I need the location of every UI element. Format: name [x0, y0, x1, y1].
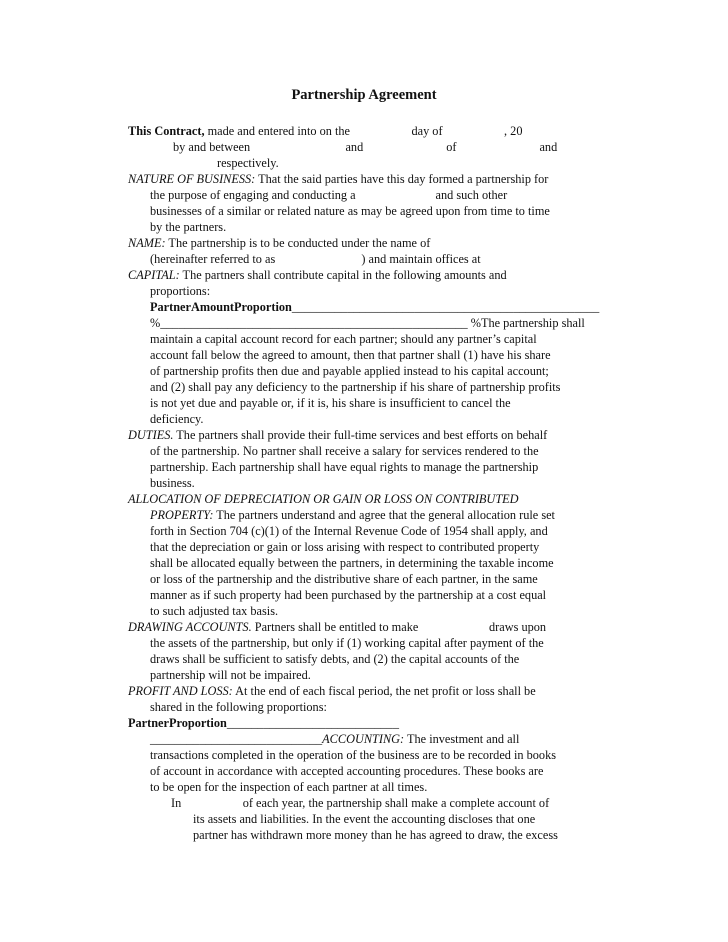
- duties-line-4: business.: [150, 476, 195, 490]
- duties-line-1: [128, 427, 547, 443]
- allocation-heading-1: ALLOCATION OF DEPRECIATION OR GAIN OR LOSS ON CONTRIBUTED: [128, 492, 519, 506]
- accounting-rule: ____________________________: [150, 732, 323, 746]
- profit-text-1: At the end of each fiscal period, the net profit or loss shall be: [232, 684, 536, 698]
- allocation-heading-2: PROPERTY:: [150, 508, 214, 522]
- duties-line-3: partnership. Each partnership shall have equal rights to manage the partnership: [150, 460, 539, 474]
- capital-line-5: account fall below the agreed to amount, then that partner shall (1) have his share: [150, 348, 551, 362]
- nature-line-3: businesses of a similar or related nature as may be agreed upon from time to time: [150, 204, 550, 218]
- capital-table-header: [150, 299, 599, 315]
- accounting-line-2: transactions completed in the operation of the business are to be recorded in books: [150, 748, 557, 762]
- document-title: Partnership Agreement: [291, 87, 437, 103]
- name-text-1: The partnership is to be conducted under the name of: [165, 236, 431, 250]
- capital-header-rule: __________________________________________________: [291, 300, 600, 314]
- name-line-1: [128, 235, 430, 251]
- profit-header-rule: ____________________________: [226, 716, 399, 730]
- accounting-line-4: to be open for the inspection of each partner at all times.: [150, 780, 428, 794]
- drawing-line-4: partnership will not be impaired.: [150, 668, 311, 682]
- capital-line-3: %__________________________________________________ %The partnership shall: [150, 316, 585, 330]
- allocation-text-1: The partners understand and agree that the general allocation rule set: [213, 508, 555, 522]
- capital-line-7: and (2) shall pay any deficiency to the partnership if his share of partnership profits: [150, 380, 561, 394]
- intro-line-2: by and between and of and: [173, 140, 558, 154]
- capital-line-6: of partnership profits then due and payable applied instead to his capital account;: [150, 364, 549, 378]
- nature-heading: NATURE OF BUSINESS:: [128, 172, 256, 186]
- intro-line-1: [128, 123, 522, 139]
- nature-line-2: the purpose of engaging and conducting a and such other: [150, 188, 508, 202]
- accounting-line-5: In of each year, the partnership shall make a complete account of: [171, 796, 550, 810]
- accounting-heading: ACCOUNTING:: [322, 732, 405, 746]
- capital-line-8: is not yet due and payable or, if it is, his share is insufficient to cancel the: [150, 396, 511, 410]
- accounting-line-6: its assets and liabilities. In the event the accounting discloses that one: [193, 812, 536, 826]
- profit-header-label: PartnerProportion: [128, 716, 227, 730]
- capital-line-9: deficiency.: [150, 412, 204, 426]
- accounting-text-1: The investment and all: [404, 732, 520, 746]
- duties-line-2: of the partnership. No partner shall receive a salary for services rendered to the: [150, 444, 539, 458]
- duties-text-1: The partners shall provide their full-time services and best efforts on behalf: [173, 428, 548, 442]
- profit-heading: PROFIT AND LOSS:: [128, 684, 233, 698]
- drawing-line-2: the assets of the partnership, but only if (1) working capital after payment of the: [150, 636, 544, 650]
- allocation-line-3: that the depreciation or gain or loss arising with respect to contributed property: [150, 540, 540, 554]
- name-heading: NAME:: [128, 236, 166, 250]
- allocation-line-4: shall be allocated equally between the partners, in determining the taxable income: [150, 556, 554, 570]
- allocation-line-7: to such adjusted tax basis.: [150, 604, 279, 618]
- allocation-line-5: or loss of the partnership and the distributive share of each partner, in the same: [150, 572, 538, 586]
- allocation-line-2: forth in Section 704 (c)(1) of the Internal Revenue Code of 1954 shall apply, and: [150, 524, 548, 538]
- capital-header-label: PartnerAmountProportion: [150, 300, 292, 314]
- profit-table-header: [128, 715, 399, 731]
- accounting-line-3: of account in accordance with accepted accounting procedures. These books are: [150, 764, 544, 778]
- nature-line-4: by the partners.: [150, 220, 227, 234]
- nature-text-1: That the said parties have this day formed a partnership for: [255, 172, 549, 186]
- intro-text-1: made and entered into on the day of , 20: [204, 124, 523, 138]
- capital-line-4: maintain a capital account record for each partner; should any partner’s capital: [150, 332, 537, 346]
- nature-line-1: [128, 171, 548, 187]
- name-line-2: (hereinafter referred to as ) and maintain offices at: [150, 252, 481, 266]
- duties-heading: DUTIES.: [128, 428, 174, 442]
- capital-line-2: proportions:: [150, 284, 211, 298]
- accounting-line-7: partner has withdrawn more money than he has agreed to draw, the excess: [193, 828, 558, 842]
- intro-line-3: respectively.: [217, 156, 279, 170]
- profit-line-1: [128, 683, 536, 699]
- capital-text-1: The partners shall contribute capital in the following amounts and: [179, 268, 507, 282]
- drawing-heading: DRAWING ACCOUNTS.: [128, 620, 252, 634]
- profit-line-2: shared in the following proportions:: [150, 700, 327, 714]
- drawing-text-1: Partners shall be entitled to make draws upon: [251, 620, 547, 634]
- drawing-line-3: draws shall be sufficient to satisfy debts, and (2) the capital accounts of the: [150, 652, 520, 666]
- drawing-line-1: [128, 619, 546, 635]
- allocation-line-6: manner as if such property had been purchased by the partnership at a cost equal: [150, 588, 547, 602]
- intro-lead: This Contract,: [128, 124, 205, 138]
- capital-heading: CAPITAL:: [128, 268, 180, 282]
- accounting-line-1: [150, 731, 519, 747]
- capital-line-1: [128, 267, 507, 283]
- allocation-line-1: [150, 507, 555, 523]
